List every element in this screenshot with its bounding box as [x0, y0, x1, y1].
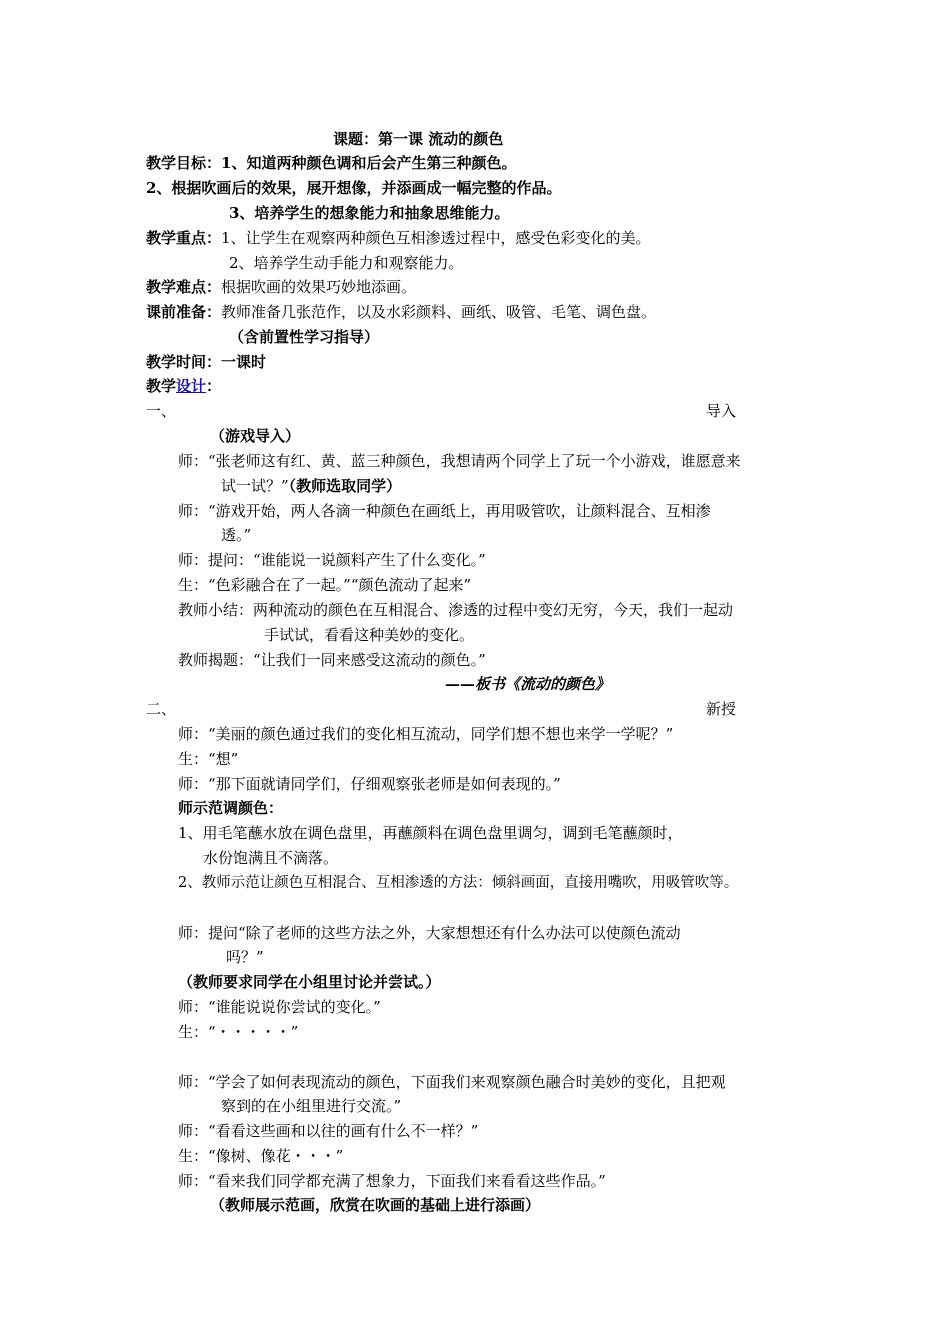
design-link[interactable]: 设计	[176, 377, 207, 395]
design-label-a: 教学	[146, 377, 177, 395]
objective-2: 2、根据吹画后的效果，展开想像，并添画成一幅完整的作品。	[146, 179, 562, 197]
time-text: 一课时	[221, 353, 267, 371]
section1-number: 一、	[146, 402, 177, 420]
section2-line-8: 生：“像树、像花・・・”	[178, 1147, 344, 1165]
section1-line-3: 师：提问：“谁能说一说颜料产生了什么变化。”	[178, 551, 486, 569]
section2-line-7: 师：“看看这些画和以往的画有什么不一样？”	[178, 1122, 479, 1140]
section2-line-1: 师：“美丽的颜色通过我们的变化相互流动，同学们想不想也来学一学呢？”	[178, 725, 674, 743]
section2-demo-heading: 师示范调颜色：	[178, 799, 284, 817]
lesson-title: 课题：第一课 流动的颜色	[333, 130, 504, 148]
time-label: 教学时间：	[146, 353, 222, 371]
objective-3: 3、培养学生的想象能力和抽象思维能力。	[229, 204, 510, 222]
objective-1: 1、知道两种颜色调和后会产生第三种颜色。	[221, 154, 517, 172]
section2-question-b: 吗？”	[226, 948, 264, 966]
section2-demo-1a: 1、用毛笔蘸水放在调色盘里，再蘸颜料在调色盘里调匀，调到毛笔蘸颜时，	[178, 824, 683, 842]
preparation-note: （含前置性学习指导）	[229, 328, 380, 346]
objectives-line-1	[146, 153, 516, 173]
key-points-label: 教学重点：	[146, 229, 222, 247]
section2-demo-1b: 水份饱满且不滴落。	[203, 849, 339, 867]
design-line	[146, 376, 221, 396]
section1-line-2b: 透。”	[221, 526, 252, 544]
section1-line-1b-text: 试一试？”	[221, 477, 289, 495]
section1-title: 导入	[706, 402, 737, 420]
preparation-label: 课前准备：	[146, 303, 222, 321]
section2-line-3: 师：“那下面就请同学们，仔细观察张老师是如何表现的。”	[178, 775, 561, 793]
section1-line-4: 生：“色彩融合在了一起。”“颜色流动了起来”	[178, 576, 472, 594]
section2-demo-2: 2、教师示范让颜色互相混合、互相渗透的方法：倾斜画面，直接用嘴吹，用吸管吹等。	[178, 875, 739, 891]
section2-line-2: 生：“想”	[178, 750, 239, 768]
key-point-2: 2、培养学生动手能力和观察能力。	[229, 254, 464, 272]
section2-line-9: 师：“看来我们同学都充满了想象力，下面我们来看看这些作品。”	[178, 1172, 606, 1190]
section2-note-2: （教师展示范画，欣赏在吹画的基础上进行添画）	[210, 1196, 541, 1214]
section1-board-writing: ——板书《流动的颜色》	[445, 675, 611, 693]
section2-line-6b: 察到的在小组里进行交流。”	[221, 1097, 402, 1115]
section2-line-6a: 师：“学会了如何表现流动的颜色，下面我们来观察颜色融合时美妙的变化，且把观	[178, 1073, 726, 1091]
key-points-line-1	[146, 228, 651, 248]
section2-note-1: （教师要求同学在小组里讨论并尝试。）	[178, 973, 441, 991]
section1-subtitle: （游戏导入）	[210, 427, 301, 445]
section1-line-1a: 师：“张老师这有红、黄、蓝三种颜色，我想请两个同学上了玩一个小游戏，谁愿意来	[178, 452, 741, 470]
section2-number: 二、	[146, 700, 177, 718]
section2-question-a: 师：提问“除了老师的这些方法之外，大家想想还有什么办法可以使颜色流动	[178, 924, 681, 942]
key-point-1: 1、让学生在观察两种颜色互相渗透过程中，感受色彩变化的美。	[221, 229, 651, 247]
section2-title: 新授	[706, 700, 737, 718]
design-label-b: ：	[206, 377, 222, 395]
objectives-label: 教学目标：	[146, 154, 222, 172]
section1-line-1c: （教师选取同学）	[288, 477, 402, 495]
section2-line-4: 师：“谁能说说你尝试的变化。”	[178, 998, 381, 1016]
section1-line-6: 教师揭题：“让我们一同来感受这流动的颜色。”	[178, 651, 486, 669]
preparation-text: 教师准备几张范作，以及水彩颜料、画纸、吸管、毛笔、调色盘。	[221, 303, 657, 321]
difficulty-line	[146, 277, 416, 297]
difficulty-text: 根据吹画的效果巧妙地添画。	[221, 278, 417, 296]
preparation-line	[146, 302, 656, 322]
section1-line-1b	[221, 476, 401, 496]
section1-line-2a: 师：“游戏开始，两人各滴一种颜色在画纸上，再用吸管吹，让颜料混合、互相渗	[178, 502, 711, 520]
difficulty-label: 教学难点：	[146, 278, 222, 296]
time-line	[146, 352, 266, 372]
section2-line-5: 生：“・・・・・”	[178, 1023, 299, 1041]
section1-line-5a: 教师小结：两种流动的颜色在互相混合、渗透的过程中变幻无穷，今天，我们一起动	[178, 601, 734, 619]
section1-line-5b: 手试试，看看这种美妙的变化。	[264, 626, 475, 644]
